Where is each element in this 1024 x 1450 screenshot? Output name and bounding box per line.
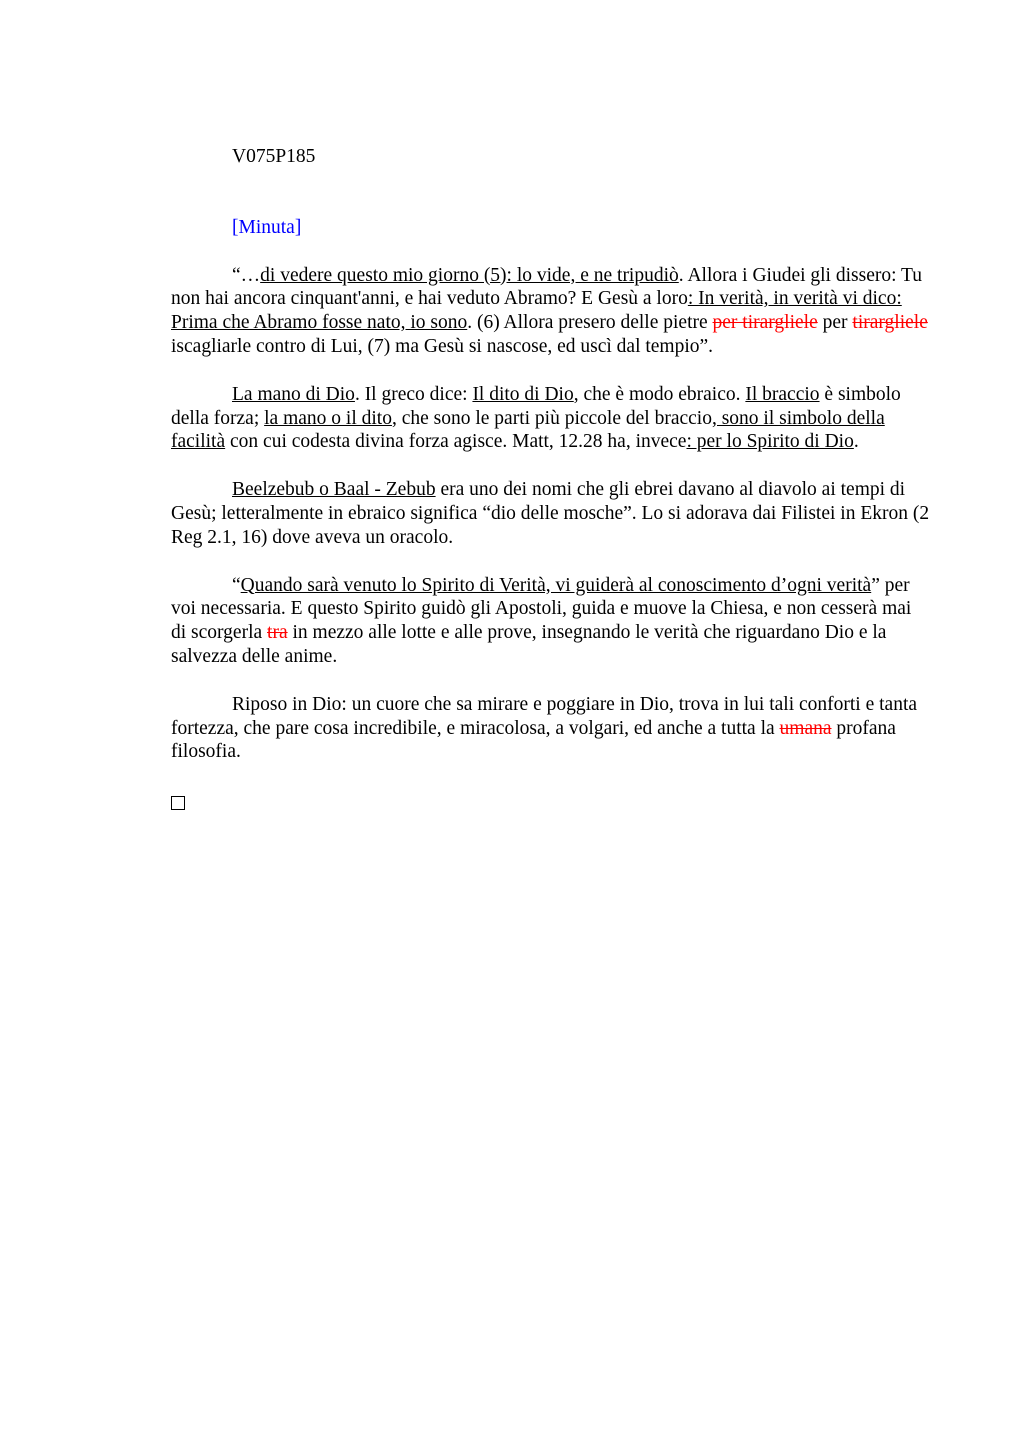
segment-underlined: Quando sarà venuto lo Spirito di Verità, vi guiderà al conoscimento d’ogni verità xyxy=(240,574,872,596)
segment: . (6) Allora presero delle pietre xyxy=(467,312,713,334)
square-box-icon xyxy=(171,796,185,810)
segment: . Allora i Giudei gli dissero: Tu non hai ancora cinquant'anni, e hai veduto Abramo? E Gesù a loro xyxy=(171,264,923,310)
segment: in mezzo alle lotte e alle prove, insegnando le verità che riguardano Dio e la salvezza delle anime. xyxy=(171,622,887,667)
segment-deleted: tra xyxy=(267,622,288,644)
segment-underlined: Il braccio xyxy=(745,383,820,405)
minuta-label: [Minuta] xyxy=(232,216,302,238)
segment: “ xyxy=(232,574,241,596)
segment-underlined: Beelzebub o Baal - Zebub xyxy=(232,479,436,501)
segment-underlined: di vedere questo mio giorno (5): lo vide, e ne tripudiò xyxy=(260,264,679,286)
segment: Riposo in Dio: un cuore che sa mirare e poggiare in Dio, trova in lui tali conforti e tanta fortezza, che pare cosa incredibile, e miracolosa, a volgari, ed anche a tutta la xyxy=(171,693,918,739)
paragraph-riposo-in-dio xyxy=(171,693,931,764)
segment: ” per voi necessaria. E questo Spirito guidò gli Apostoli, guida e muove la Chiesa, e non cesserà mai di scorgerla xyxy=(171,574,912,644)
segment: , che è modo ebraico. xyxy=(573,383,746,405)
paragraph-spirito-di-verita xyxy=(171,574,931,669)
document-id: V075P185 xyxy=(232,146,316,167)
paragraph-mano-di-dio xyxy=(171,383,931,454)
paragraph-john-quote xyxy=(171,264,931,359)
segment-deleted: per tirargliele xyxy=(712,312,818,334)
end-marker xyxy=(171,788,931,817)
segment: è simbolo della forza; xyxy=(171,383,901,429)
segment: , che sono le parti più piccole del braccio xyxy=(391,407,712,429)
segment: era uno dei nomi che gli ebrei davano al diavolo ai tempi di Gesù; letteralmente in ebraico significa “dio delle mosche”. Lo si adorava dai Filistei in Ekron (2 Reg 2.1, 16) dove aveva un oracolo. xyxy=(171,479,930,548)
segment-underlined: : per lo Spirito di Dio xyxy=(686,431,854,453)
paragraph-beelzebub xyxy=(171,478,931,549)
segment-underlined: Il dito di Dio xyxy=(472,383,574,405)
segment-deleted: tirargliele xyxy=(852,312,928,334)
segment: con cui codesta divina forza agisce. Matt, 12.28 ha, invece xyxy=(225,431,687,453)
segment: profana filosofia. xyxy=(171,717,896,763)
segment: “… xyxy=(232,264,261,286)
segment-underlined: La mano di Dio xyxy=(232,383,355,405)
segment-underlined: : In verità, in verità vi dico: Prima che Abramo fosse nato, io sono xyxy=(171,288,902,334)
segment: per xyxy=(817,312,853,334)
segment: iscagliarle contro di Lui, (7) ma Gesù si nascose, ed uscì dal tempio”. xyxy=(171,335,714,357)
segment: . Il greco dice: xyxy=(354,383,473,405)
segment-deleted: umana xyxy=(779,717,832,739)
document-page xyxy=(171,145,931,817)
segment-underlined: la mano o il dito xyxy=(264,407,392,429)
segment-underlined: , sono il simbolo della facilità xyxy=(171,407,885,453)
segment: . xyxy=(853,431,859,453)
